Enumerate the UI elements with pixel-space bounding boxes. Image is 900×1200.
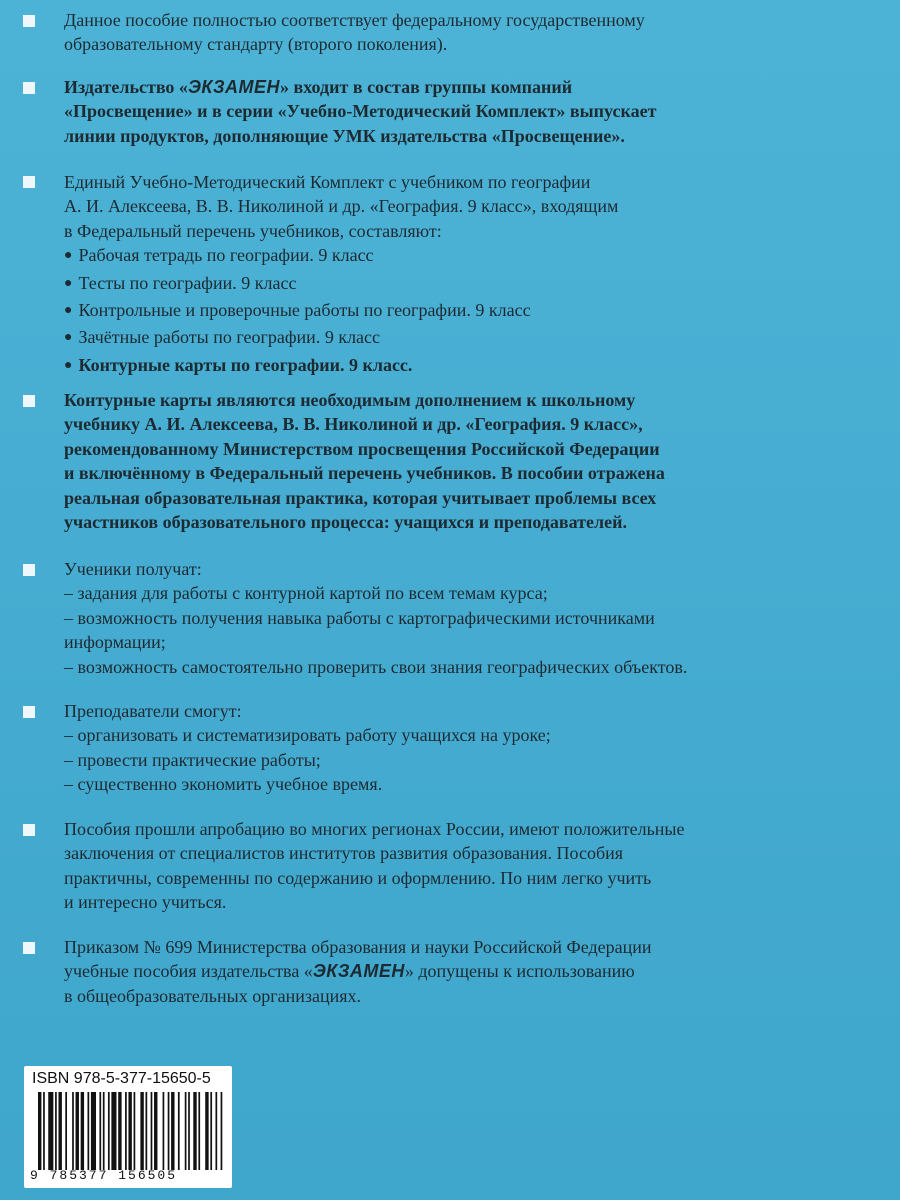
text-fragment: Издательство « bbox=[64, 77, 188, 97]
square-bullet-icon bbox=[23, 824, 35, 836]
barcode-bar bbox=[48, 1092, 53, 1170]
square-bullet-icon bbox=[23, 176, 35, 188]
barcode-bar bbox=[154, 1092, 157, 1170]
text-line: – возможность получения навыка работы с картографическими источниками bbox=[64, 607, 655, 628]
barcode-bar bbox=[76, 1092, 79, 1170]
square-bullet-icon bbox=[23, 706, 35, 718]
text-line: в Федеральный перечень учебников, составляют: bbox=[64, 220, 442, 241]
text-line: Единый Учебно-Методический Комплект с учебником по географии bbox=[64, 172, 591, 192]
text-line: и интересно учиться. bbox=[64, 892, 227, 913]
order-text bbox=[64, 935, 876, 1008]
barcode-bar bbox=[171, 1092, 174, 1170]
maps-text bbox=[64, 388, 876, 534]
text-line: – возможность самостоятельно проверить свои знания географических объектов. bbox=[64, 656, 688, 677]
umk-text bbox=[64, 170, 876, 380]
text-line: рекомендованному Министерством просвещения Российской Федерации bbox=[64, 438, 660, 459]
text-line: заключения от специалистов институтов развития образования. Пособия bbox=[64, 843, 624, 864]
barcode-bar bbox=[87, 1092, 89, 1170]
text-line: – существенно экономить учебное время. bbox=[64, 774, 383, 795]
barcode-bar bbox=[128, 1092, 131, 1170]
text-line: информации; bbox=[64, 632, 166, 653]
barcode-bar bbox=[103, 1092, 105, 1170]
barcode-bar bbox=[140, 1092, 143, 1170]
barcode-bar bbox=[146, 1092, 148, 1170]
list-item-highlighted: ● Контурные карты по географии. 9 класс. bbox=[64, 353, 876, 380]
text-line: – организовать и систематизировать работу учащихся на уроке; bbox=[64, 725, 551, 746]
barcode-bar bbox=[168, 1092, 170, 1170]
publisher-text bbox=[64, 75, 876, 148]
barcode-bar bbox=[198, 1092, 200, 1170]
text-line: – задания для работы с контурной картой по всем темам курса; bbox=[64, 583, 548, 604]
text-fragment: » входит в состав группы компаний bbox=[280, 77, 573, 97]
barcode-bar bbox=[58, 1092, 61, 1170]
text-line: А. И. Алексеева, В. В. Николиной и др. «География. 9 класс», входящим bbox=[64, 196, 619, 217]
barcode-bar bbox=[43, 1092, 45, 1170]
list-item: ● Зачётные работы по географии. 9 класс bbox=[64, 325, 876, 352]
text-line: Контурные карты являются необходимым дополнением к школьному bbox=[64, 390, 636, 410]
square-bullet-icon bbox=[23, 15, 35, 27]
text-line: Ученики получат: bbox=[64, 559, 202, 579]
barcode-bar bbox=[185, 1092, 187, 1170]
barcode-bar bbox=[151, 1092, 153, 1170]
barcode-bar bbox=[65, 1092, 67, 1170]
barcode-bar bbox=[72, 1092, 74, 1170]
text-line: участников образовательного процесса: учащихся и преподавателей. bbox=[64, 512, 627, 533]
students-text bbox=[64, 557, 876, 679]
text-line: Приказом № 699 Министерства образования и науки Российской Федерации bbox=[64, 937, 652, 957]
text-fragment: учебные пособия издательства « bbox=[64, 961, 313, 982]
barcode-bar bbox=[188, 1092, 190, 1170]
barcode-bar bbox=[81, 1092, 84, 1170]
brand-name: ЭКЗАМЕН bbox=[187, 77, 281, 97]
text-line: Преподаватели смогут: bbox=[64, 701, 242, 721]
barcode-bar bbox=[99, 1092, 101, 1170]
text-line: Данное пособие полностью соответствует федеральному государственному bbox=[64, 10, 645, 30]
barcode-bar bbox=[55, 1092, 57, 1170]
isbn-number: ISBN 978-5-377-15650-5 bbox=[32, 1070, 211, 1087]
isbn-barcode bbox=[24, 1066, 232, 1188]
text-line bbox=[64, 75, 876, 99]
text-line: в общеобразовательных организациях. bbox=[64, 985, 361, 1006]
list-item: ● Контрольные и проверочные работы по географии. 9 класс bbox=[64, 298, 876, 325]
barcode-bars-icon bbox=[38, 1092, 224, 1170]
text-line: «Просвещение» и в серии «Учебно-Методический Комплект» выпускает bbox=[64, 101, 657, 122]
square-bullet-icon bbox=[23, 942, 35, 954]
barcode-bar bbox=[178, 1092, 180, 1170]
text-line: линии продуктов, дополняющие УМК издательства «Просвещение». bbox=[64, 125, 625, 146]
list-item: ● Тесты по географии. 9 класс bbox=[64, 271, 876, 298]
teachers-text bbox=[64, 699, 876, 797]
text-line: практичны, современны по содержанию и оформлению. По ним легко учить bbox=[64, 867, 652, 888]
square-bullet-icon bbox=[23, 395, 35, 407]
barcode-bar bbox=[163, 1092, 165, 1170]
barcode-bar bbox=[111, 1092, 116, 1170]
text-line: и включённому в Федеральный перечень учебников. В пособии отражена bbox=[64, 463, 665, 484]
barcode-bar bbox=[210, 1092, 212, 1170]
barcode-bar bbox=[193, 1092, 196, 1170]
barcode-bar bbox=[134, 1092, 136, 1170]
barcode-bar bbox=[125, 1092, 127, 1170]
barcode-bar bbox=[118, 1092, 121, 1170]
barcode-bar bbox=[205, 1092, 208, 1170]
text-line: учебнику А. И. Алексеева, В. В. Николиной и др. «География. 9 класс», bbox=[64, 414, 643, 435]
text-line: – провести практические работы; bbox=[64, 749, 321, 770]
barcode-bar bbox=[221, 1092, 223, 1170]
list-item: ● Рабочая тетрадь по географии. 9 класс bbox=[64, 243, 876, 270]
barcode-bar bbox=[38, 1092, 41, 1170]
approbation-text bbox=[64, 817, 876, 915]
square-bullet-icon bbox=[23, 564, 35, 576]
barcode-bar bbox=[215, 1092, 217, 1170]
text-fragment: » допущены к использованию bbox=[404, 961, 635, 982]
text-line bbox=[64, 959, 876, 983]
text-line: реальная образовательная практика, которая учитывает проблемы всех bbox=[64, 487, 657, 508]
barcode-digits: 9 785377 156505 bbox=[30, 1168, 178, 1183]
barcode-bar bbox=[108, 1092, 110, 1170]
text-line: Пособия прошли апробацию во многих регионах России, имеют положительные bbox=[64, 819, 685, 839]
barcode-bar bbox=[91, 1092, 96, 1170]
text-line: образовательному стандарту (второго поколения). bbox=[64, 34, 448, 55]
standard-text bbox=[64, 8, 876, 57]
brand-name: ЭКЗАМЕН bbox=[312, 961, 405, 982]
square-bullet-icon bbox=[23, 82, 35, 94]
